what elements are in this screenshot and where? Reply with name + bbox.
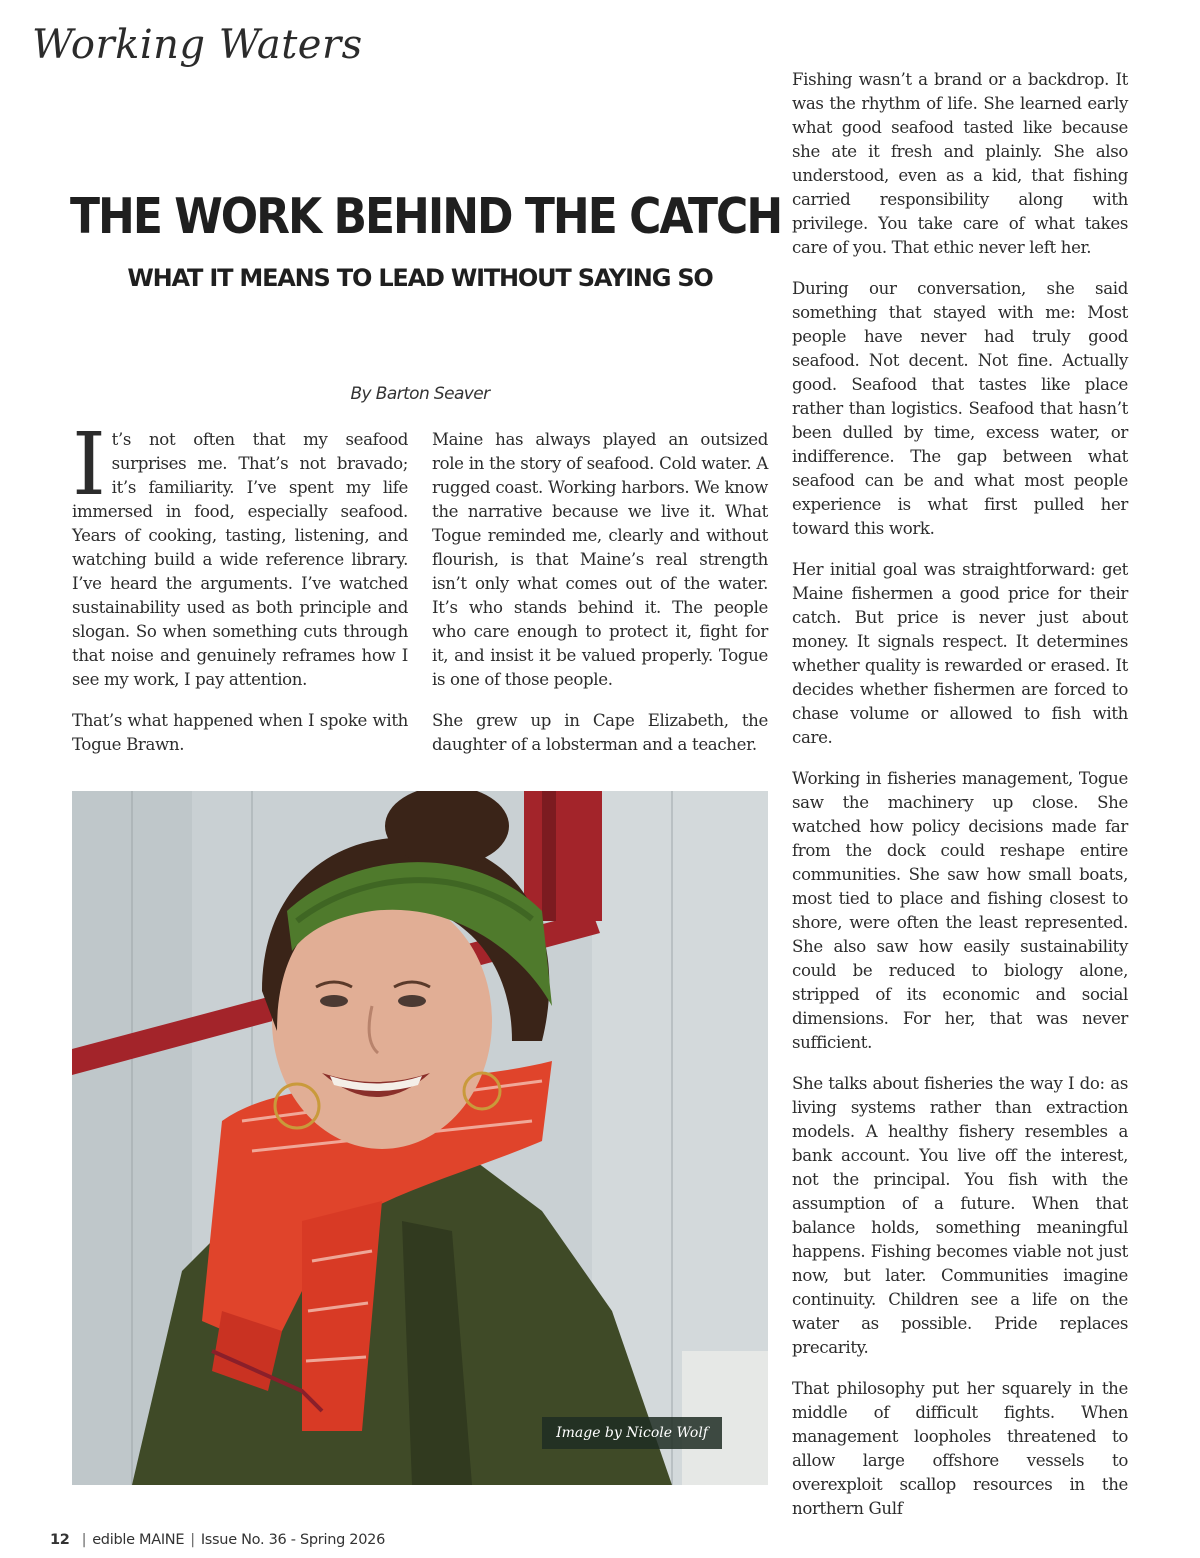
paragraph: During our conversation, she said something that stayed with me: Most people have never had truly good seafood. Not decent. Not fine. Actually good. Seafood that tastes like place rather than logistics. Seafood that hasn’t been dulled by time, excess water, or indifference. The gap between what seafood can be and what most people experience is what first pulled her toward this work. [792, 279, 1128, 538]
article-subtitle: WHAT IT MEANS TO LEAD WITHOUT SAYING SO [127, 264, 713, 292]
portrait-illustration [72, 791, 768, 1485]
paragraph: That philosophy put her squarely in the middle of difficult fights. When management loopholes threatened to allow large offshore vessels to overexploit scallop resources in the northern Gulf [792, 1379, 1128, 1518]
paragraph [72, 415, 408, 692]
page-footer [50, 1532, 385, 1548]
footer-divider: | [81, 1532, 87, 1548]
paragraph: She talks about fisheries the way I do: as living systems rather than extraction models. A healthy fishery resembles a bank account. You live off the interest, not the principal. You fish with the assumption of a future. When that balance holds, something meaningful happens. Fishing becomes viable not just now, but later. Communities imagine continuity. Children see a life on the water as possible. Pride replaces precarity. [792, 1074, 1128, 1357]
byline: By Barton Seaver [350, 384, 490, 404]
drop-cap: I [72, 415, 106, 515]
publication-name: edible MAINE [92, 1532, 185, 1548]
paragraph-text: t’s not often that my seafood surprises me. That’s not bravado; it’s familiarity. I’ve spent my life immersed in food, especially seafood. Years of cooking, tasting, listening, and watching build a wide reference library. I’ve heard the arguments. I’ve watched sustainability used as both principle and slogan. So when something cuts through that noise and genuinely reframes how I see my work, I pay attention. [72, 430, 408, 689]
text-column-3 [792, 68, 1128, 1538]
page-number: 12 [50, 1532, 70, 1548]
photo-credit: Image by Nicole Wolf [542, 1417, 722, 1449]
article-title: THE WORK BEHIND THE CATCH [70, 188, 782, 246]
paragraph: She grew up in Cape Elizabeth, the daughter of a lobsterman and a teacher. [432, 711, 768, 754]
paragraph: Maine has always played an outsized role in the story of seafood. Cold water. A rugged coast. Working harbors. We know the narrative because we live it. What Togue reminded me, clearly and without flourish, is that Maine’s real strength isn’t only what comes out of the water. It’s who stands behind it. The people who care enough to protect it, fight for it, and insist it be valued properly. Togue is one of those people. [432, 430, 768, 689]
paragraph: Working in fisheries management, Togue saw the machinery up close. She watched how policy decisions made far from the dock could reshape entire communities. She saw how small boats, most tied to place and fishing closest to shore, were often the least represented. She also saw how easily sustainability could be reduced to biology alone, stripped of its economic and social dimensions. For her, that was never sufficient. [792, 769, 1128, 1052]
paragraph: Her initial goal was straightforward: get Maine fishermen a good price for their catch. But price is never just about money. It signals respect. It determines whether quality is rewarded or erased. It decides whether fishermen are forced to chase volume or allowed to fish with care. [792, 560, 1128, 747]
paragraph: That’s what happened when I spoke with Togue Brawn. [72, 711, 408, 754]
issue-info: Issue No. 36 - Spring 2026 [200, 1532, 386, 1548]
paragraph: Fishing wasn’t a brand or a backdrop. It was the rhythm of life. She learned early what good seafood tasted like because she ate it fresh and plainly. She also understood, even as a kid, that fishing carried responsibility along with privilege. You take care of what takes care of you. That ethic never left her. [792, 70, 1128, 257]
text-column-2 [432, 428, 768, 774]
section-label: Working Waters [32, 22, 363, 68]
footer-divider: | [190, 1532, 195, 1548]
text-column-1 [72, 415, 408, 774]
portrait-photo [72, 791, 768, 1485]
